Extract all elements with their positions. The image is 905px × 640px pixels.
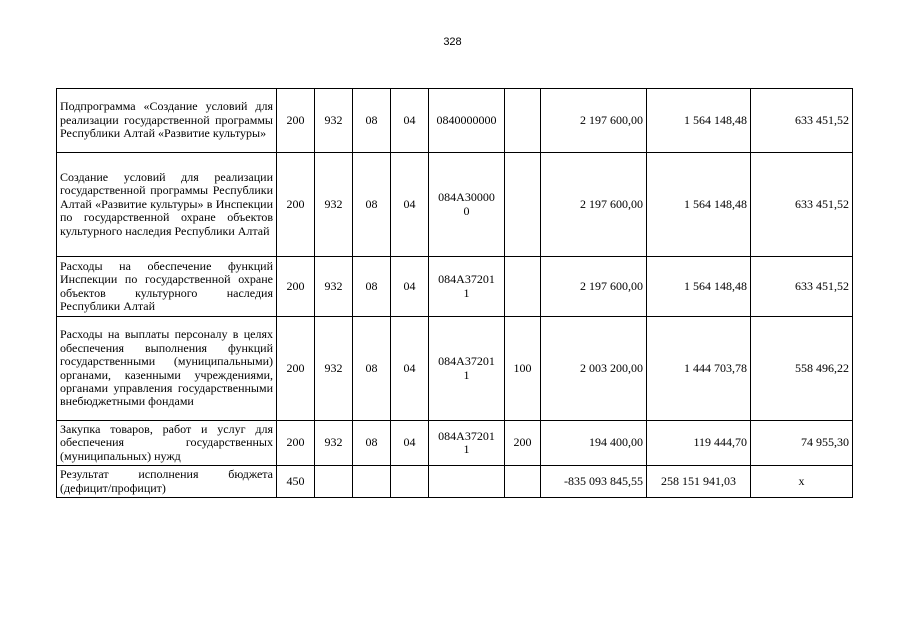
row-target-cell (429, 317, 505, 421)
row-executed-cell: 119 444,70 (647, 421, 751, 466)
row-plan-cell: 2 197 600,00 (541, 89, 647, 153)
row-subsection-cell (391, 466, 429, 498)
row-section-cell: 08 (353, 257, 391, 317)
row-plan-cell: 194 400,00 (541, 421, 647, 466)
row-section-cell: 08 (353, 421, 391, 466)
row-ministry-cell: 932 (315, 153, 353, 257)
row-target-text: 084А300000 (438, 190, 495, 218)
table-row (57, 153, 853, 257)
row-executed-cell: 258 151 941,03 (647, 466, 751, 498)
row-section-cell: 08 (353, 317, 391, 421)
row-section-cell: 08 (353, 89, 391, 153)
row-plan-cell: 2 197 600,00 (541, 257, 647, 317)
table-row (57, 317, 853, 421)
row-executed-cell: 1 564 148,48 (647, 89, 751, 153)
row-target-cell (429, 153, 505, 257)
row-subsection-cell: 04 (391, 317, 429, 421)
row-expense-type-cell (505, 89, 541, 153)
row-code-cell: 200 (277, 153, 315, 257)
table-row (57, 257, 853, 317)
row-target-text: 084А372011 (438, 354, 495, 382)
row-section-cell (353, 466, 391, 498)
row-unexecuted-cell: 633 451,52 (751, 257, 853, 317)
row-expense-type-cell: 100 (505, 317, 541, 421)
row-name-cell: Закупка товаров, работ и услуг для обеспечения государственных (муниципальных) нужд (57, 421, 277, 466)
row-target-cell (429, 421, 505, 466)
row-ministry-cell: 932 (315, 317, 353, 421)
row-unexecuted-cell: 74 955,30 (751, 421, 853, 466)
row-name-cell: Расходы на обеспечение функций Инспекции по государственной охране объектов культурного наследия Республики Алтай (57, 257, 277, 317)
row-expense-type-cell (505, 257, 541, 317)
table-row (57, 89, 853, 153)
table-body (57, 89, 853, 498)
row-target-text: 084А372011 (438, 428, 495, 456)
row-subsection-cell: 04 (391, 421, 429, 466)
row-executed-cell: 1 564 148,48 (647, 153, 751, 257)
row-ministry-cell (315, 466, 353, 498)
row-code-cell: 200 (277, 421, 315, 466)
row-unexecuted-cell: 633 451,52 (751, 153, 853, 257)
row-subsection-cell: 04 (391, 257, 429, 317)
budget-table (56, 88, 853, 498)
row-target-cell: 0840000000 (429, 89, 505, 153)
row-ministry-cell: 932 (315, 89, 353, 153)
table-row (57, 466, 853, 498)
row-code-cell: 450 (277, 466, 315, 498)
row-executed-cell: 1 564 148,48 (647, 257, 751, 317)
row-unexecuted-cell: x (751, 466, 853, 498)
row-name-cell: Расходы на выплаты персоналу в целях обеспечения выполнения функций государственными (муниципальными) органами, казенными учреждениями, органами управления государственными внебюджетными фондами (57, 317, 277, 421)
row-code-cell: 200 (277, 89, 315, 153)
page-number: 328 (443, 36, 462, 48)
row-subsection-cell: 04 (391, 153, 429, 257)
row-executed-cell: 1 444 703,78 (647, 317, 751, 421)
row-plan-cell: 2 197 600,00 (541, 153, 647, 257)
row-ministry-cell: 932 (315, 421, 353, 466)
row-unexecuted-cell: 633 451,52 (751, 89, 853, 153)
row-name-cell: Подпрограмма «Создание условий для реализации государственной программы Республики Алтай «Развитие культуры» (57, 89, 277, 153)
row-subsection-cell: 04 (391, 89, 429, 153)
row-unexecuted-cell: 558 496,22 (751, 317, 853, 421)
row-code-cell: 200 (277, 257, 315, 317)
row-section-cell: 08 (353, 153, 391, 257)
row-target-cell (429, 257, 505, 317)
row-target-text: 084А372011 (438, 272, 495, 300)
row-ministry-cell: 932 (315, 257, 353, 317)
row-target-cell (429, 466, 505, 498)
row-name-cell: Результат исполнения бюджета (дефицит/профицит) (57, 466, 277, 498)
row-name-cell: Создание условий для реализации государственной программы Республики Алтай «Развитие культуры» в Инспекции по государственной охране объектов культурного наследия Республики Алтай (57, 153, 277, 257)
row-expense-type-cell (505, 153, 541, 257)
table-row (57, 421, 853, 466)
row-plan-cell: 2 003 200,00 (541, 317, 647, 421)
row-expense-type-cell: 200 (505, 421, 541, 466)
row-expense-type-cell (505, 466, 541, 498)
row-code-cell: 200 (277, 317, 315, 421)
row-plan-cell: -835 093 845,55 (541, 466, 647, 498)
